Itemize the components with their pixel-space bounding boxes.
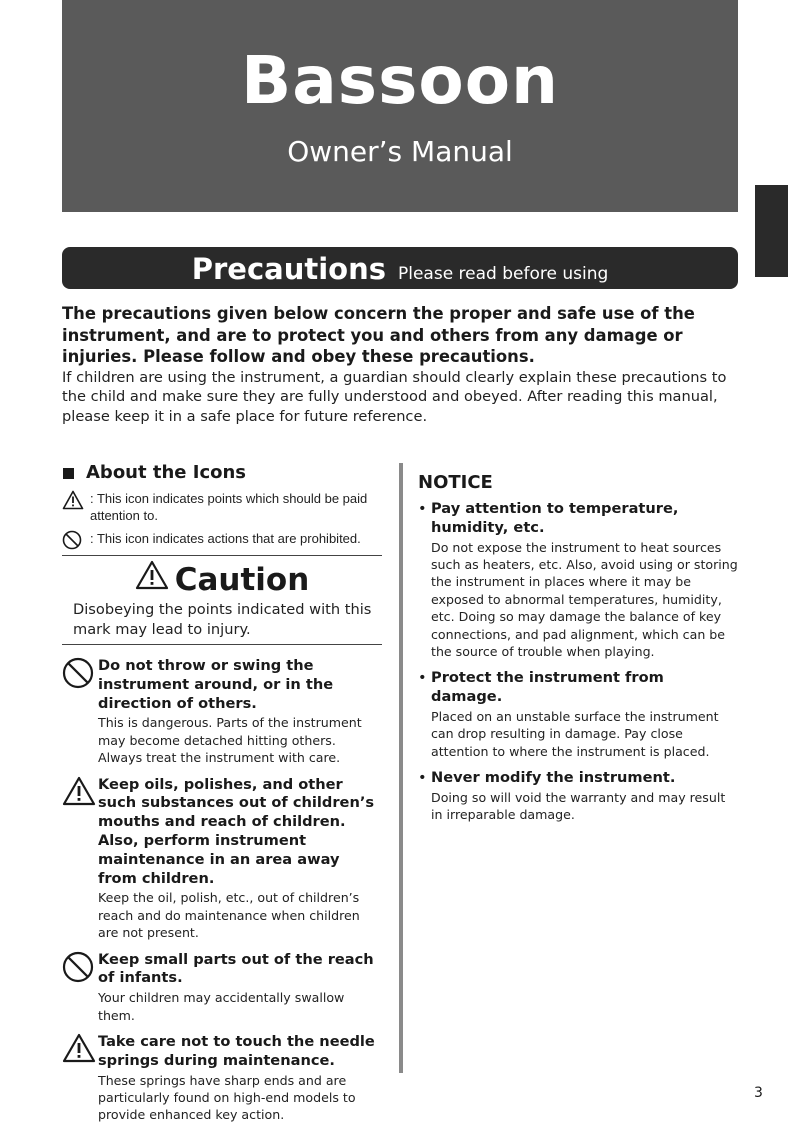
notice-item	[418, 769, 740, 824]
caution-item-body: Keep the oil, polish, etc., out of children’s reach and do maintenance when children are not present.	[98, 890, 360, 941]
edge-tab-marker	[755, 185, 788, 277]
prohibited-icon	[62, 951, 94, 987]
caution-item-body: This is dangerous. Parts of the instrument may become detached hitting others. Always treat the instrument with care.	[98, 715, 362, 766]
caution-item-title: Keep small parts out of the reach of infants.	[98, 950, 374, 987]
caution-description: Disobeying the points indicated with this mark may lead to injury.	[73, 601, 372, 638]
about-icons-heading	[62, 460, 382, 486]
notice-item-title: • Protect the instrument from damage.	[431, 669, 664, 706]
caution-box	[62, 556, 382, 644]
notice-item-body: Doing so will void the warranty and may result in irreparable damage.	[431, 790, 726, 823]
notice-heading: NOTICE	[418, 472, 493, 493]
square-bullet-icon	[63, 468, 74, 479]
caution-item-title: Do not throw or swing the instrument around, or in the direction of others.	[98, 657, 334, 712]
left-column	[62, 460, 382, 1124]
prohibited-icon	[62, 657, 94, 693]
notice-item-body: Placed on an unstable surface the instrument can drop resulting in damage. Pay close attention to where the instrument is placed.	[431, 709, 719, 759]
prohibited-icon	[62, 530, 82, 554]
manual-title: Bassoon	[240, 42, 560, 119]
cover-header	[62, 0, 738, 212]
caution-item-title: Keep oils, polishes, and other such substances out of children’s mouths and reach of children. Also, perform instrument maintenance in an area away from children.	[98, 775, 375, 887]
prohibited-icon-legend-text: : This icon indicates actions that are prohibited.	[90, 531, 361, 546]
caution-item	[62, 951, 382, 1024]
intro-bold-text: The precautions given below concern the proper and safe use of the instrument, and are to protect you and others from any damage or injuries. Please follow and obey these precautions.	[62, 304, 695, 366]
precautions-subtitle: Please read before using	[397, 264, 609, 284]
caution-item-title: Take care not to touch the needle springs during maintenance.	[98, 1033, 375, 1069]
manual-subtitle: Owner’s Manual	[287, 135, 513, 168]
caution-item-body: Your children may accidentally swallow them.	[98, 990, 345, 1023]
notice-item	[418, 669, 740, 760]
notice-item-body: Do not expose the instrument to heat sources such as heaters, etc. Also, avoid using or storing the instrument in places where it may be exposed to abnormal temperatures, humidity, etc. Doing so may damage the balance of key connections, and pad alignment, which can be the source of trouble when playing.	[431, 539, 738, 660]
warning-icon	[62, 776, 96, 810]
notice-item	[418, 500, 740, 660]
notice-item-title: • Pay attention to temperature, humidity, etc.	[431, 500, 679, 536]
caution-heading-text: Caution	[174, 562, 310, 598]
prohibited-icon-legend	[62, 530, 382, 547]
caution-item	[62, 657, 382, 767]
warning-icon	[135, 560, 169, 600]
warning-icon	[62, 1033, 96, 1067]
caution-item-body: These springs have sharp ends and are particularly found on high-end models to provide enhanced key action.	[98, 1072, 356, 1123]
caution-item	[62, 776, 382, 942]
warning-icon-legend-text: : This icon indicates points which should be paid attention to.	[90, 491, 368, 523]
column-divider	[399, 463, 403, 1073]
intro-section	[62, 303, 742, 426]
about-icons-heading-text: About the Icons	[86, 462, 247, 483]
divider	[62, 644, 382, 645]
precautions-title: Precautions	[191, 252, 386, 286]
caution-heading	[135, 560, 310, 600]
precautions-bar	[62, 247, 738, 289]
page-number: 3	[754, 1085, 763, 1101]
warning-icon	[62, 490, 84, 514]
right-column	[418, 470, 740, 833]
caution-item	[62, 1033, 382, 1124]
intro-body-text: If children are using the instrument, a guardian should clearly explain these precautions to the child and make sure they are fully understood and obeyed. After reading this manual, please keep it in a safe place for future reference.	[62, 368, 727, 425]
notice-item-title: • Never modify the instrument.	[431, 769, 676, 787]
warning-icon-legend	[62, 490, 382, 524]
